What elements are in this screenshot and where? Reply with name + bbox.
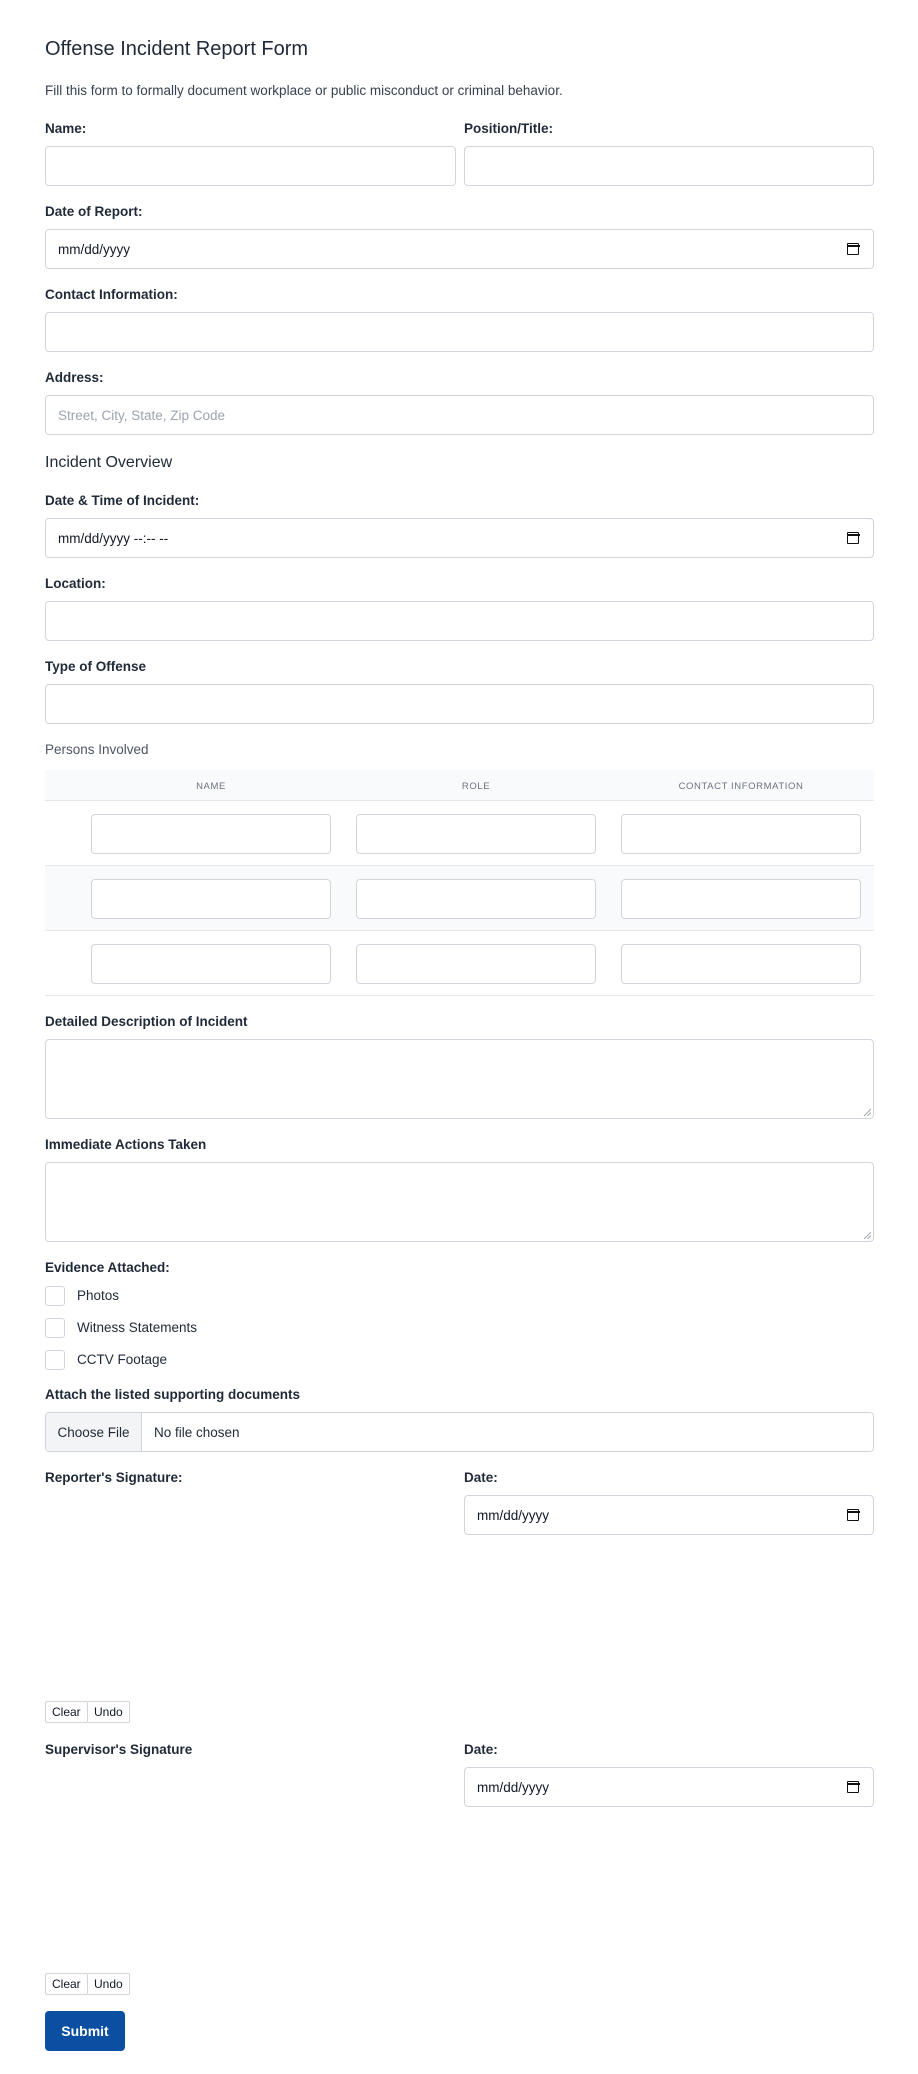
attachments-label: Attach the listed supporting documents [45, 1387, 301, 1402]
calendar-icon[interactable] [847, 243, 859, 255]
person-role-input[interactable] [356, 879, 596, 919]
incident-datetime-label: Date & Time of Incident: [45, 493, 200, 508]
address-input[interactable] [45, 395, 874, 435]
form-description: Fill this form to formally document workplace or public misconduct or criminal behavior. [45, 83, 563, 98]
supervisor-signature-pad[interactable] [45, 1766, 455, 1972]
name-label: Name: [45, 121, 87, 136]
table-row [45, 801, 874, 866]
reporter-signature-date-input[interactable] [464, 1495, 874, 1535]
contact-label: Contact Information: [45, 287, 178, 302]
position-label: Position/Title: [464, 121, 554, 136]
person-name-input[interactable] [91, 944, 331, 984]
submit-button[interactable]: Submit [45, 2011, 125, 2051]
resize-handle-icon[interactable] [863, 1108, 871, 1116]
evidence-witness-checkbox[interactable] [45, 1318, 65, 1338]
person-contact-input[interactable] [621, 879, 861, 919]
evidence-witness-label[interactable]: Witness Statements [77, 1320, 198, 1335]
supervisor-signature-label: Supervisor's Signature [45, 1742, 193, 1757]
supervisor-date-label: Date: [464, 1742, 498, 1757]
name-input[interactable] [45, 146, 456, 186]
description-textarea[interactable] [45, 1039, 874, 1119]
resize-handle-icon[interactable] [863, 1231, 871, 1239]
reporter-signature-date-value: mm/dd/yyyy [477, 1507, 550, 1523]
incident-datetime-input[interactable] [45, 518, 874, 558]
report-date-label: Date of Report: [45, 204, 143, 219]
person-contact-input[interactable] [621, 944, 861, 984]
evidence-cctv-label[interactable]: CCTV Footage [77, 1352, 168, 1367]
evidence-cctv-checkbox[interactable] [45, 1350, 65, 1370]
supervisor-signature-date-value: mm/dd/yyyy [477, 1779, 550, 1795]
description-label: Detailed Description of Incident [45, 1014, 248, 1029]
column-header-role: ROLE [461, 781, 491, 792]
form-title: Offense Incident Report Form [45, 38, 309, 60]
location-input[interactable] [45, 601, 874, 641]
supervisor-undo-button[interactable]: Undo [87, 1973, 130, 1995]
evidence-photos-label[interactable]: Photos [77, 1288, 120, 1303]
column-header-name: NAME [196, 781, 226, 792]
column-header-contact: CONTACT INFORMATION [678, 781, 804, 792]
incident-datetime-value: mm/dd/yyyy --:-- -- [58, 530, 169, 546]
file-upload-input[interactable] [45, 1412, 874, 1452]
reporter-signature-label: Reporter's Signature: [45, 1470, 183, 1485]
actions-label: Immediate Actions Taken [45, 1137, 207, 1152]
calendar-icon[interactable] [847, 1781, 859, 1793]
reporter-clear-button[interactable]: Clear [45, 1701, 88, 1723]
actions-textarea[interactable] [45, 1162, 874, 1242]
supervisor-signature-date-input[interactable] [464, 1767, 874, 1807]
reporter-undo-button[interactable]: Undo [87, 1701, 130, 1723]
persons-involved-heading: Persons Involved [45, 742, 149, 757]
address-label: Address: [45, 370, 104, 385]
address-placeholder: Street, City, State, Zip Code [58, 407, 226, 423]
contact-input[interactable] [45, 312, 874, 352]
person-name-input[interactable] [91, 814, 331, 854]
person-role-input[interactable] [356, 814, 596, 854]
file-status: No file chosen [154, 1424, 240, 1440]
location-label: Location: [45, 576, 106, 591]
table-row [45, 866, 874, 931]
evidence-photos-checkbox[interactable] [45, 1286, 65, 1306]
reporter-signature-pad[interactable] [45, 1494, 455, 1700]
table-row [45, 931, 874, 996]
offense-type-label: Type of Offense [45, 659, 147, 674]
report-date-value: mm/dd/yyyy [58, 241, 131, 257]
calendar-icon[interactable] [847, 532, 859, 544]
supervisor-clear-button[interactable]: Clear [45, 1973, 88, 1995]
person-contact-input[interactable] [621, 814, 861, 854]
offense-type-input[interactable] [45, 684, 874, 724]
report-date-input[interactable] [45, 229, 874, 269]
calendar-icon[interactable] [847, 1509, 859, 1521]
choose-file-button[interactable]: Choose File [46, 1413, 142, 1451]
position-input[interactable] [464, 146, 874, 186]
person-name-input[interactable] [91, 879, 331, 919]
reporter-date-label: Date: [464, 1470, 498, 1485]
person-role-input[interactable] [356, 944, 596, 984]
persons-table-header [45, 770, 874, 801]
incident-overview-heading: Incident Overview [45, 454, 173, 471]
evidence-label: Evidence Attached: [45, 1260, 170, 1275]
